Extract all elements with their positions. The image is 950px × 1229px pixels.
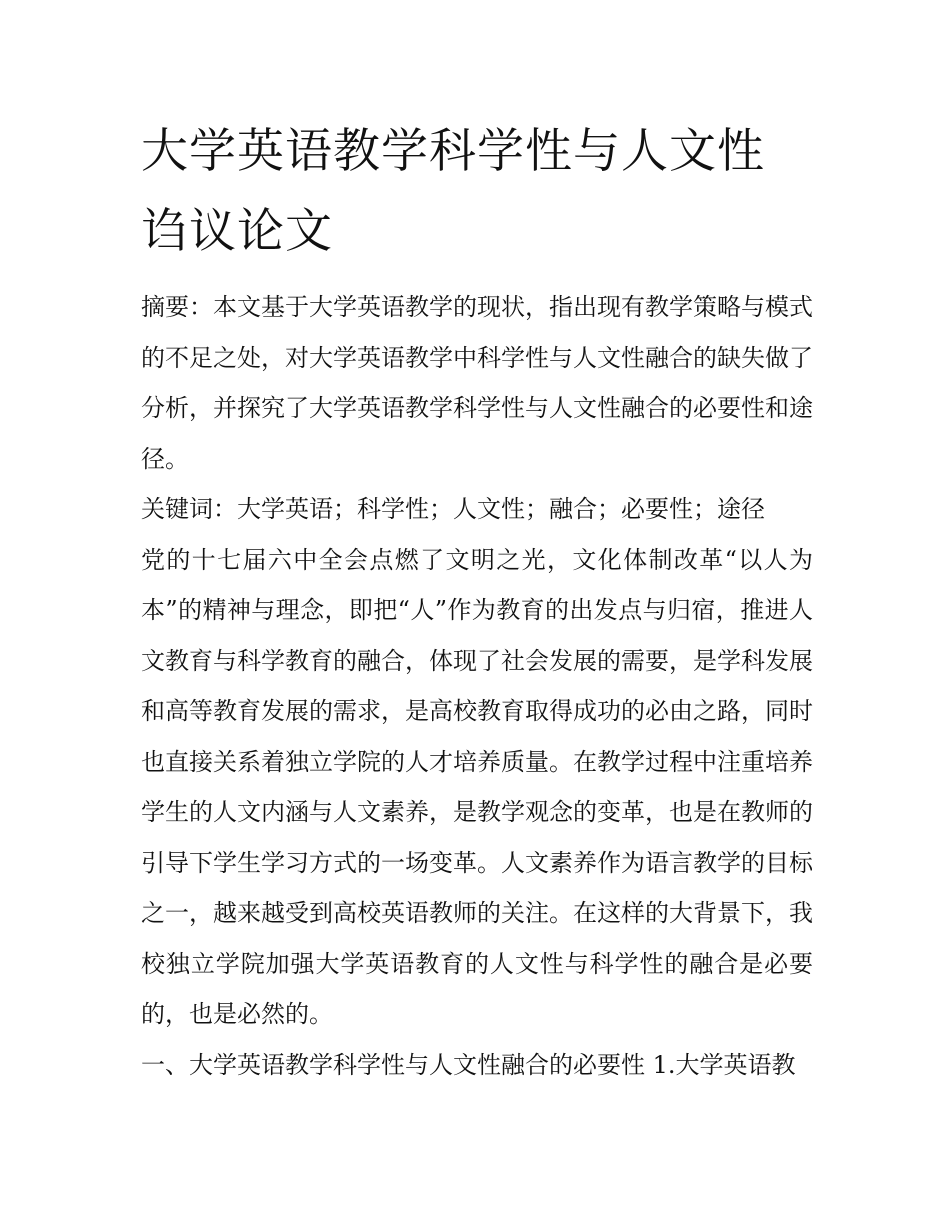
abstract-paragraph: 摘要：本文基于大学英语教学的现状，指出现有教学策略与模式的不足之处，对大学英语教学中科学性与人文性融合的缺失做了分析，并探究了大学英语教学科学性与人文性融合的必要性和途径。 xyxy=(141,293,813,473)
section-heading: 一、大学英语教学科学性与人文性融合的必要性 1.大学英语教 xyxy=(141,1050,796,1079)
document-title xyxy=(141,112,813,272)
title-line-1: 大学英语教学科学性与人文性 xyxy=(141,124,765,179)
document-page xyxy=(141,112,813,1090)
keywords-paragraph: 关键词：大学英语；科学性；人文性；融合；必要性；途径 xyxy=(141,495,765,523)
title-line-2: 诌议论文 xyxy=(141,204,333,259)
body-paragraph: 党的十七届六中全会点燃了文明之光，文化体制改革“以人为本”的精神与理念，即把“人”作为教育的出发点与归宿，推进人文教育与科学教育的融合，体现了社会发展的需要，是学科发展和高等教育发展的需求，是高校教育取得成功的必由之路，同时也直接关系着独立学院的人才培养质量。在教学过程中注重培养学生的人文内涵与人文素养，是教学观念的变革，也是在教师的引导下学生学习方式的一场变革。人文素养作为语言教学的目标之一，越来越受到高校英语教师的关注。在这样的大背景下，我校独立学院加强大学英语教育的人文性与科学性的融合是必要的，也是必然的。 xyxy=(141,545,813,1028)
